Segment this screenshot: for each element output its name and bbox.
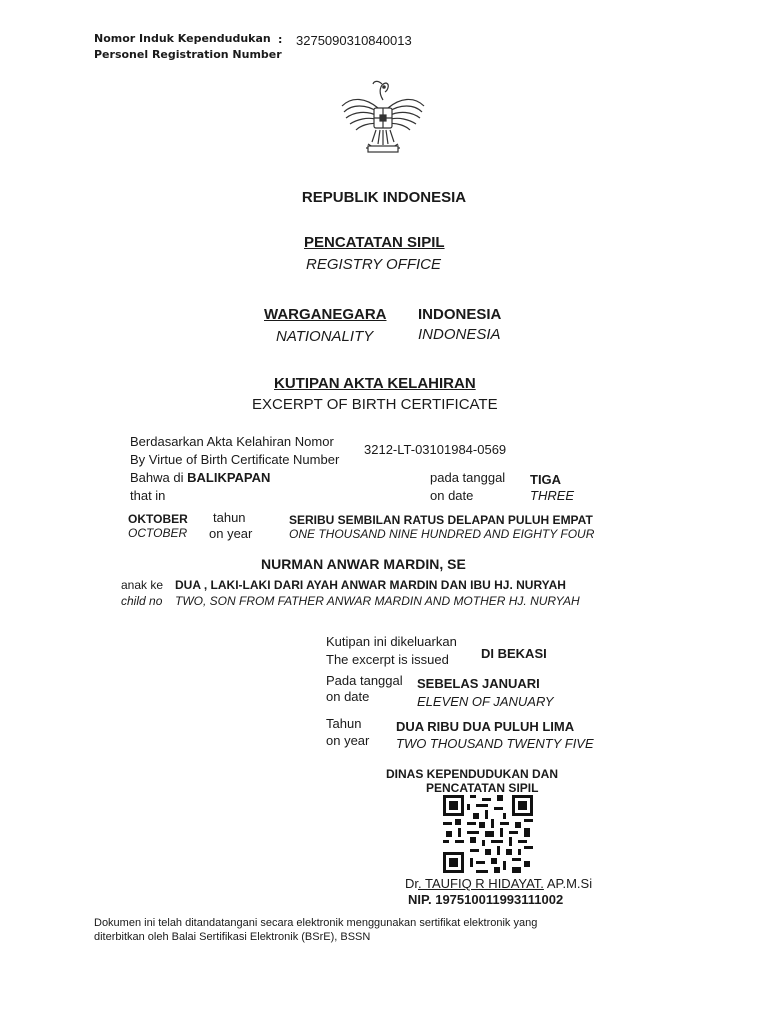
nationality-label-id: WARGANEGARA xyxy=(264,306,387,323)
issue-year-en: TWO THOUSAND TWENTY FIVE xyxy=(396,736,594,751)
birth-day-en: THREE xyxy=(530,488,575,503)
birth-month-en: OCTOBER xyxy=(128,526,188,540)
country-title: REPUBLIK INDONESIA xyxy=(301,189,467,206)
bahwa-di: Bahwa di xyxy=(130,470,184,485)
nationality-value-en: INDONESIA xyxy=(418,326,501,343)
footer-line-2: diterbitkan oleh Balai Sertifikasi Elektronik (BSrE), BSSN xyxy=(94,931,371,943)
on-year-label: on year xyxy=(209,526,253,541)
nik-colon: : xyxy=(278,33,283,46)
issue-date-label-en: on date xyxy=(326,689,370,704)
pada-tanggal-label: pada tanggal xyxy=(430,470,506,485)
footer-line-1: Dokumen ini telah ditandatangani secara elektronik menggunakan sertifikat elektronik yang xyxy=(94,917,538,929)
birth-day-id: TIGA xyxy=(530,472,562,487)
anak-ke-label: anak ke xyxy=(121,578,164,592)
qr-code-icon xyxy=(443,795,533,873)
issued-label-en: The excerpt is issued xyxy=(326,652,449,667)
tahun-label: tahun xyxy=(213,510,246,525)
holder-name: NURMAN ANWAR MARDIN, SE xyxy=(261,556,466,572)
official-prefix: Dr xyxy=(405,876,418,891)
issued-place: DI BEKASI xyxy=(481,646,547,661)
office-title-id: PENCATATAN SIPIL xyxy=(304,234,445,251)
certificate-title-en: EXCERPT OF BIRTH CERTIFICATE xyxy=(252,396,498,413)
office-title-en: REGISTRY OFFICE xyxy=(306,256,442,273)
child-no-label: child no xyxy=(121,594,163,608)
official-name: . TAUFIQ R HIDAYAT. xyxy=(418,876,544,891)
issue-date-label-id: Pada tanggal xyxy=(326,673,403,688)
official-nip: NIP. 197510011993111002 xyxy=(408,892,564,907)
certificate-title-id: KUTIPAN AKTA KELAHIRAN xyxy=(274,375,476,392)
bahwa-di-label xyxy=(130,470,270,485)
issue-year-id: DUA RIBU DUA PULUH LIMA xyxy=(396,719,575,734)
issue-year-label-en: on year xyxy=(326,733,370,748)
official-name-line xyxy=(405,876,592,891)
official-suffix: AP.M.Si xyxy=(543,876,593,891)
certificate-number: 3212-LT-03101984-0569 xyxy=(364,442,507,457)
child-description-id: DUA , LAKI-LAKI DARI AYAH ANWAR MARDIN DAN IBU HJ. NURYAH xyxy=(175,578,566,592)
birth-year-id: SERIBU SEMBILAN RATUS DELAPAN PULUH EMPAT xyxy=(289,513,593,527)
virtue-label-en: By Virtue of Birth Certificate Number xyxy=(130,452,340,467)
birth-year-en: ONE THOUSAND NINE HUNDRED AND EIGHTY FOUR xyxy=(289,527,595,541)
agency-line-2: PENCATATAN SIPIL xyxy=(426,781,539,795)
nationality-label-en: NATIONALITY xyxy=(276,328,374,345)
birth-place: BALIKPAPAN xyxy=(187,470,271,485)
agency-line-1: DINAS KEPENDUDUKAN DAN xyxy=(386,767,559,781)
issue-date-en: ELEVEN OF JANUARY xyxy=(417,694,554,709)
on-date-label: on date xyxy=(430,488,474,503)
virtue-label-id: Berdasarkan Akta Kelahiran Nomor xyxy=(130,434,334,449)
that-in-label: that in xyxy=(130,488,166,503)
garuda-emblem-icon xyxy=(338,78,428,156)
issue-year-label-id: Tahun xyxy=(326,716,362,731)
birth-month-id: OKTOBER xyxy=(128,512,188,526)
nik-value: 3275090310840013 xyxy=(296,33,412,48)
issue-date-id: SEBELAS JANUARI xyxy=(417,676,540,691)
nationality-value-id: INDONESIA xyxy=(418,306,502,323)
issued-label-id: Kutipan ini dikeluarkan xyxy=(326,634,457,649)
child-description-en: TWO, SON FROM FATHER ANWAR MARDIN AND MOTHER HJ. NURYAH xyxy=(175,594,580,608)
nik-label-en: Personel Registration Number xyxy=(94,48,282,61)
nik-label-id: Nomor Induk Kependudukan xyxy=(94,32,271,45)
